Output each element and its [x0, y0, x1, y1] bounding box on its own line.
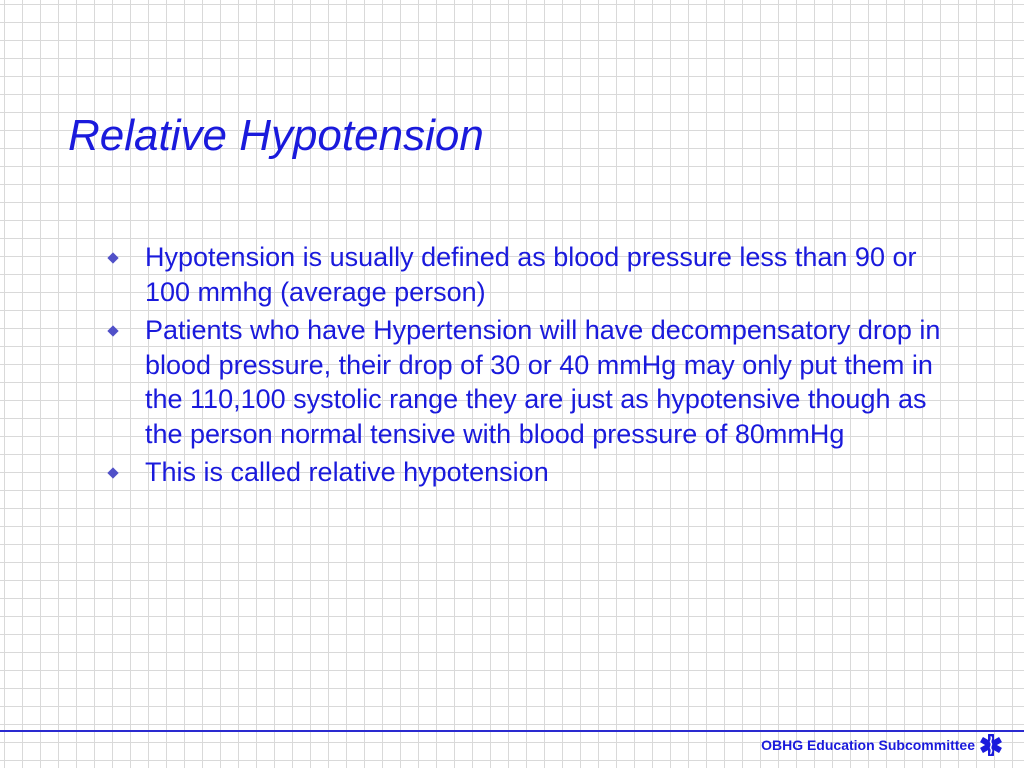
diamond-bullet-icon: [107, 252, 118, 263]
bullet-text: Hypotension is usually defined as blood pressure less than 90 or 100 mmhg (average person): [145, 242, 917, 307]
footer-text: OBHG Education Subcommittee: [761, 737, 975, 753]
slide-title: Relative Hypotension: [68, 111, 484, 160]
diamond-bullet-icon: [107, 467, 118, 478]
bullet-text: This is called relative hypotension: [145, 457, 549, 487]
bullet-list: [108, 240, 958, 494]
diamond-bullet-icon: [107, 325, 118, 336]
bullet-item: [108, 313, 958, 451]
footer-divider: [0, 730, 1024, 732]
star-of-life-icon: [979, 733, 1003, 757]
star-of-life-shape: [980, 734, 1002, 756]
bullet-item: [108, 240, 958, 309]
bullet-item: [108, 455, 958, 490]
bullet-text: Patients who have Hypertension will have decompensatory drop in blood pressure, their drop of 30 or 40 mmHg may only put them in the 110,100 systolic range they are just as hypotensive though as the person normal tensive with blood pressure of 80mmHg: [145, 315, 941, 449]
